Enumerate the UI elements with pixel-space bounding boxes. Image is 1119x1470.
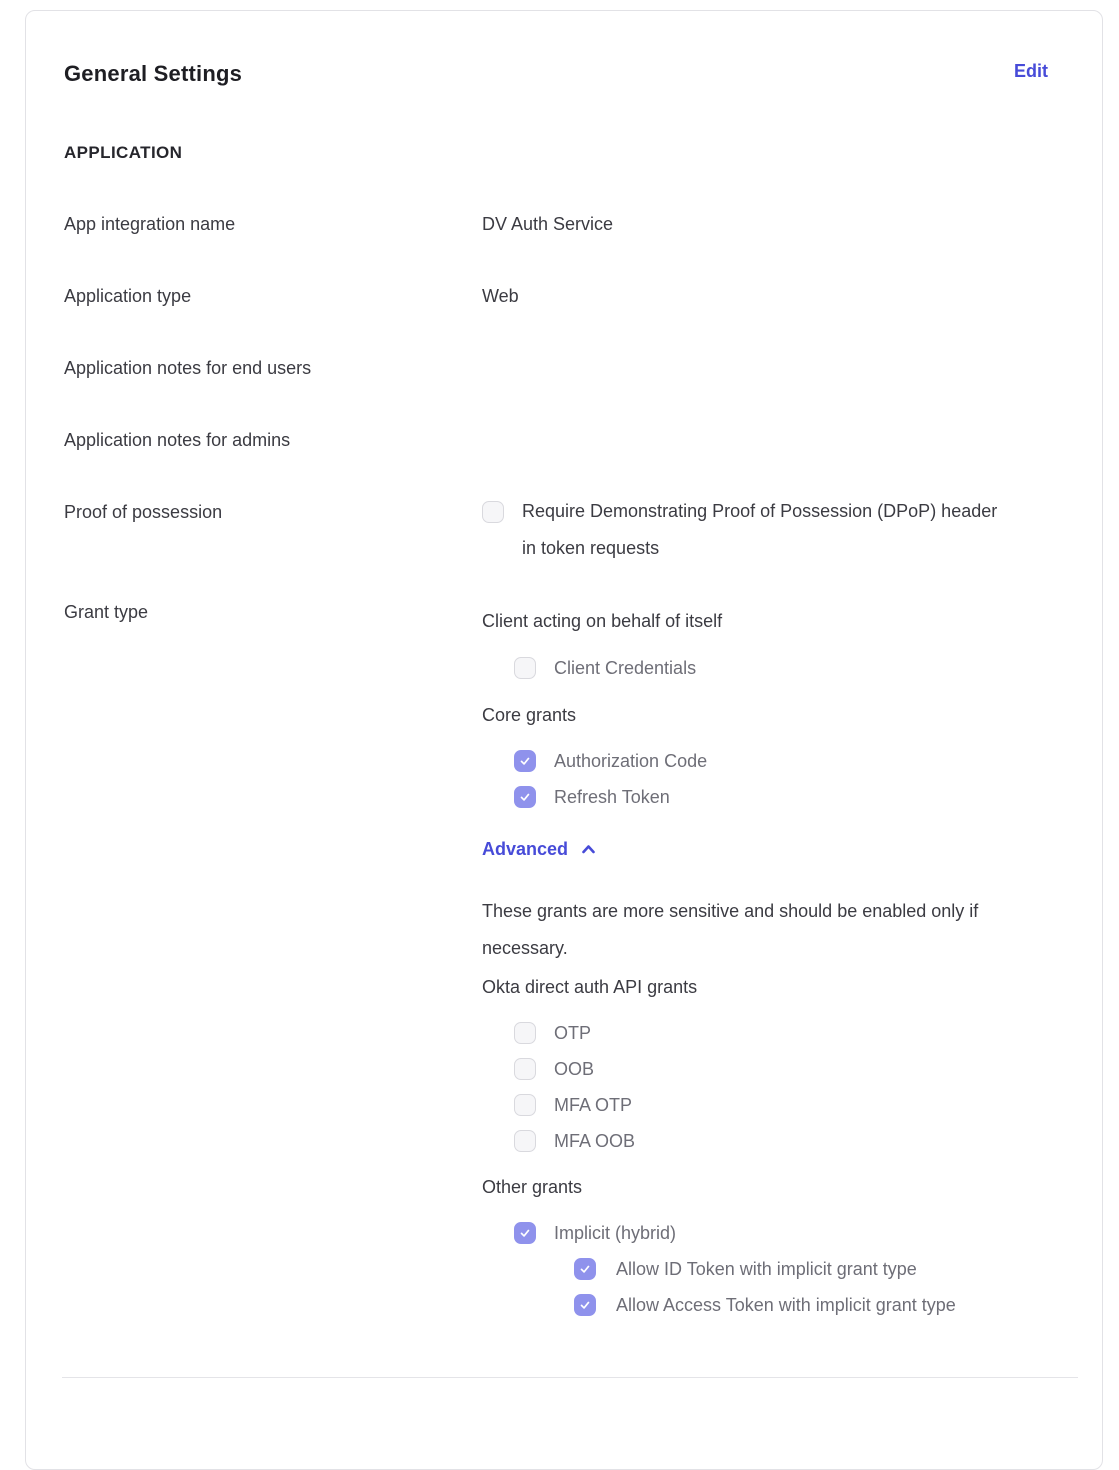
- checkbox-row-authorization-code[interactable]: [514, 750, 707, 772]
- checkbox-row-allow-id-token[interactable]: [574, 1258, 917, 1280]
- edit-button[interactable]: Edit: [1014, 61, 1048, 81]
- general-settings-card: [25, 10, 1103, 1470]
- field-row-notes-end-users: [64, 357, 1048, 379]
- checkbox-row-oob[interactable]: [514, 1058, 594, 1080]
- checkbox-row-implicit-hybrid[interactable]: [514, 1222, 676, 1244]
- checkbox-row-mfa-oob[interactable]: [514, 1130, 635, 1152]
- checkbox-label: Allow ID Token with implicit grant type: [616, 1258, 917, 1279]
- section-divider: [62, 1377, 1078, 1378]
- checkbox-label: Implicit (hybrid): [554, 1222, 677, 1243]
- application-section-title: APPLICATION: [64, 143, 183, 162]
- checkmark-icon: [518, 1226, 532, 1240]
- checkbox-row-allow-access-token[interactable]: [574, 1294, 956, 1316]
- checkbox-label: Authorization Code: [554, 750, 708, 771]
- checkbox-label: OOB: [554, 1058, 595, 1079]
- checkbox-label: Client Credentials: [554, 657, 697, 678]
- otp-checkbox[interactable]: [514, 1022, 536, 1044]
- checkbox-label: MFA OTP: [554, 1094, 633, 1115]
- grant-group-heading-direct-auth: Okta direct auth API grants: [482, 977, 698, 997]
- authorization-code-checkbox[interactable]: [514, 750, 536, 772]
- dpop-checkbox[interactable]: [482, 501, 504, 523]
- dpop-checkbox-label: Require Demonstrating Proof of Possession (DPoP) header in token requests: [522, 501, 998, 558]
- field-row-proof-of-possession: [64, 501, 1048, 567]
- mfa-oob-checkbox[interactable]: [514, 1130, 536, 1152]
- field-value: DV Auth Service: [482, 214, 614, 234]
- advanced-toggle-label: Advanced: [482, 839, 569, 859]
- field-label: Application notes for admins: [64, 430, 291, 450]
- advanced-description: These grants are more sensitive and should be enabled only if necessary.: [482, 901, 979, 958]
- field-row-app-integration-name: [64, 213, 1048, 235]
- checkbox-row-client-credentials[interactable]: [514, 657, 696, 679]
- checkmark-icon: [518, 790, 532, 804]
- advanced-toggle[interactable]: [482, 839, 596, 860]
- mfa-otp-checkbox[interactable]: [514, 1094, 536, 1116]
- field-row-application-type: [64, 285, 1048, 307]
- allow-id-token-checkbox[interactable]: [574, 1258, 596, 1280]
- page-title: General Settings: [64, 61, 243, 86]
- checkmark-icon: [578, 1262, 592, 1276]
- field-value: Web: [482, 286, 519, 306]
- field-label: Application notes for end users: [64, 358, 312, 378]
- grant-group-heading-other: Other grants: [482, 1177, 583, 1197]
- oob-checkbox[interactable]: [514, 1058, 536, 1080]
- field-label: Grant type: [64, 602, 149, 622]
- field-value: [482, 429, 1048, 451]
- allow-access-token-checkbox[interactable]: [574, 1294, 596, 1316]
- checkbox-label: Refresh Token: [554, 786, 670, 807]
- refresh-token-checkbox[interactable]: [514, 786, 536, 808]
- field-label: Application type: [64, 286, 192, 306]
- checkbox-label: OTP: [554, 1022, 592, 1043]
- checkmark-icon: [578, 1298, 592, 1312]
- implicit-hybrid-checkbox[interactable]: [514, 1222, 536, 1244]
- field-label: App integration name: [64, 214, 236, 234]
- field-row-grant-type: [64, 601, 1048, 1316]
- grant-group-heading-core: Core grants: [482, 705, 577, 725]
- chevron-up-icon: [581, 842, 596, 857]
- checkbox-row-mfa-otp[interactable]: [514, 1094, 632, 1116]
- card-header: [64, 61, 1048, 87]
- checkbox-row-refresh-token[interactable]: [514, 786, 670, 808]
- field-row-notes-admins: [64, 429, 1048, 451]
- checkbox-label: Allow Access Token with implicit grant type: [616, 1294, 956, 1315]
- dpop-checkbox-row: [482, 501, 1048, 567]
- client-credentials-checkbox[interactable]: [514, 657, 536, 679]
- field-value: [482, 357, 1048, 379]
- checkbox-row-otp[interactable]: [514, 1022, 591, 1044]
- checkmark-icon: [518, 754, 532, 768]
- field-label: Proof of possession: [64, 502, 223, 522]
- grant-group-heading-client: Client acting on behalf of itself: [482, 611, 723, 631]
- checkbox-label: MFA OOB: [554, 1130, 636, 1151]
- grant-type-options: [482, 601, 1048, 1316]
